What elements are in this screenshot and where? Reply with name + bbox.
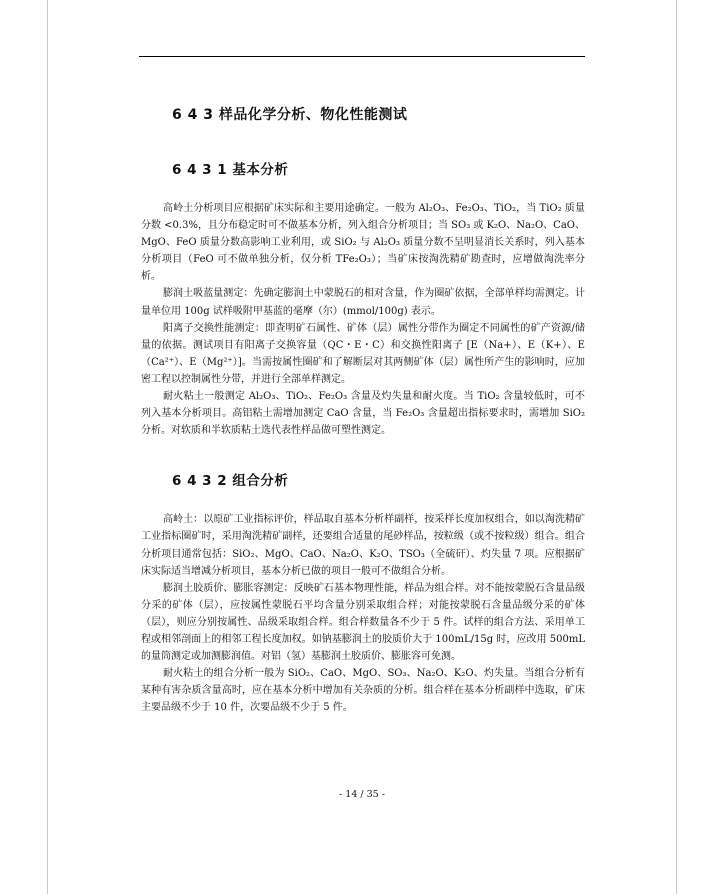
- paragraph: 耐火粘土的组合分析一般为 SiO₂、CaO、MgO、SO₃、Na₂O、K₂O、灼失量。当组合分析有某种有害杂质含量高时，应在基本分析中增加有关杂质的分析。组合样在基本分析副样中选取，矿床主要品级不少于 10 件，次要品级不少于 5 件。: [141, 668, 585, 714]
- basic-analysis-body: [141, 200, 585, 439]
- combined-analysis-body: [141, 511, 585, 716]
- paragraph: 阳离子交换性能测定：即查明矿石属性、矿体（层）属性分带作为圈定不同属性的矿产资源/储量的依据。测试项目有阳离子交换容量（QC・E・C）和交换性阳离子 [E（Na+）、E（K+）、E（Ca²⁺）、E（Mg²⁺）]。当需按属性圈矿和了解断层对其两侧矿体（层）属性所产生的影响时，应加密工程以控制属性分带，并进行全部单样测定。: [141, 322, 585, 385]
- subsection-heading-combined-analysis: 6 4 3 2 组合分析: [172, 473, 289, 490]
- paragraph: 膨润土吸蓝量测定：先确定膨润土中蒙脱石的相对含量，作为圈矿依据，全部单样均需测定。计量单位用 100g 试样吸附甲基蓝的毫摩（尔）(mmol/100g) 表示。: [141, 288, 585, 317]
- paragraph: 高岭土：以原矿工业指标评价，样品取自基本分析样副样，按采样长度加权组合，如以淘洗精矿工业指标圈矿时，采用淘洗精矿副样，还要组合适量的尾砂样品，按粒级（或不按粒级）组合。组合分析项目通常包括：SiO₂、MgO、CaO、Na₂O、K₂O、TSO₃（全硫矸）、灼失量 7 项。应根据矿床实际适当增减分析项目，基本分析已做的项目一般可不做组合分析。: [141, 514, 585, 577]
- paragraph: 高岭土分析项目应根据矿床实际和主要用途确定。一般为 Al₂O₃、Fe₂O₃、TiO₂，当 TiO₂ 质量分数 <0.3%，且分布稳定时可不做基本分析，列入组合分析项目；当 SO₃ 或 K₂O、Na₂O、CaO、MgO、FeO 质量分数高影响工业利用，或 SiO₂ 与 Al₂O₃ 质量分数不呈明显消长关系时，列入基本分析项目（FeO 可不做单独分析，仅分析 TFe₂O₃）；当矿床按淘洗精矿勘查时，应增做淘洗率分析。: [141, 203, 585, 283]
- subsection-heading-basic-analysis: 6 4 3 1 基本分析: [172, 162, 289, 178]
- header-rule: [139, 56, 585, 57]
- page-number: - 14 / 35 -: [339, 789, 385, 800]
- paragraph: 膨润土胶质价、膨胀容测定：反映矿石基本物理性能，样品为组合样。对不能按蒙脱石含量品级分采的矿体（层），应按属性蒙脱石平均含量分别采取组合样；对能按蒙脱石含量品级分采的矿体（层），则应分别按属性、品级采取组合样。组合样数量各不少于 5 件。试样的组合方法、采用单工程或相邻剖面上的相邻工程长度加权。如钠基膨润土的胶质价大于 100mL/15g 时，应改用 500mL 的量筒测定或加测膨润值。对铝（氢）基膨润土胶质价、膨胀容可免测。: [141, 582, 585, 663]
- paragraph: 耐火粘土一般测定 Al₂O₃、TiO₂、Fe₂O₃ 含量及灼失量和耐火度。当 TiO₂ 含量较低时，可不列入基本分析项目。高铝粘土需增加测定 CaO 含量，当 Fe₂O₃ 含量超出指标要求时，需增加 SiO₂ 分析。对软质和半软质粘土选代表性样品做可塑性测定。: [141, 391, 585, 437]
- page-content: [141, 100, 585, 716]
- section-heading: 6 4 3 样品化学分析、物化性能测试: [172, 107, 408, 123]
